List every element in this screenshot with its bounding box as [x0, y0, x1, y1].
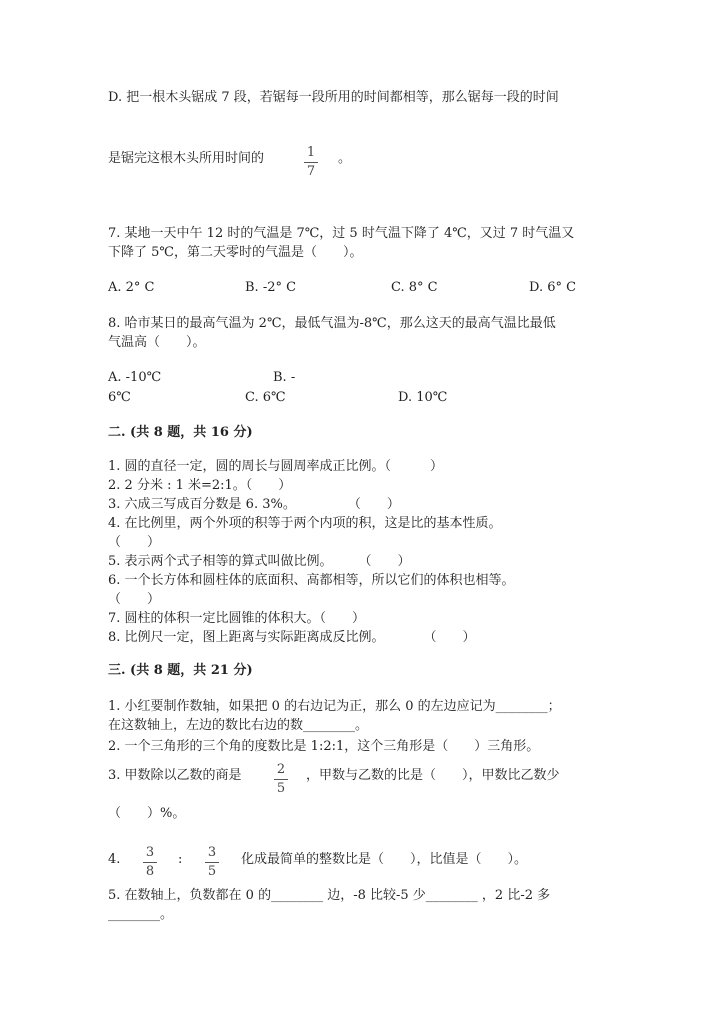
q7-option-a[interactable]: A. 2° C — [108, 280, 155, 295]
q7-line-2: 下降了 5℃，第二天零时的气温是（ ）。 — [108, 245, 363, 260]
part2-item-2: 2. 2 分米 : 1 米=2:1。（ ） — [108, 478, 292, 493]
option-d-fraction — [304, 146, 318, 179]
q8-option-b-end[interactable]: 6℃ — [108, 390, 131, 405]
fraction-bar — [205, 862, 219, 863]
q7-option-c[interactable]: C. 8° C — [391, 280, 438, 295]
fraction-bar — [304, 162, 318, 163]
fraction-denominator: 8 — [145, 864, 155, 879]
part3-q3-line-2: （ ）%。 — [108, 806, 186, 821]
fraction-numerator: 2 — [276, 762, 286, 777]
part2-item-5: 5. 表示两个式子相等的算式叫做比例。 （ ） — [108, 554, 411, 569]
part3-q1-line-2: 在这数轴上，左边的数比右边的数________。 — [108, 718, 369, 733]
part2-item-1: 1. 圆的直径一定，圆的周长与圆周率成正比例。（ ） — [108, 459, 444, 474]
part3-q5-line-1: 5. 在数轴上，负数都在 0 的________ 边，-8 比较-5 少________ ，2 比-2 多 — [108, 888, 551, 903]
part2-item-4: 4. 在比例里，两个外项的积等于两个内项的积，这是比的基本性质。 — [108, 516, 502, 531]
part3-q4-text: 化成最简单的整数比是（ ），比值是（ ）。 — [241, 852, 528, 867]
part3-q3-suffix: ，甲数与乙数的比是（ ），甲数比乙数少 — [306, 768, 560, 783]
fraction-numerator: 3 — [145, 845, 155, 860]
q7-line-1: 7. 某地一天中午 12 时的气温是 7℃，过 5 时气温下降了 4℃，又过 7 时气温又 — [108, 226, 575, 241]
part2-item-3: 3. 六成三写成百分数是 6. 3%。 （ ） — [108, 497, 400, 512]
part3-q2: 2. 一个三角形的三个角的度数比是 1:2:1，这个三角形是（ ）三角形。 — [108, 739, 540, 754]
part3-q1-line-1: 1. 小红要制作数轴，如果把 0 的右边记为正，那么 0 的左边应记为________； — [108, 699, 561, 714]
part3-q4-label: 4. — [108, 852, 121, 867]
fraction-denominator: 7 — [306, 164, 316, 179]
part3-q3-fraction — [274, 763, 288, 796]
part2-item-8: 8. 比例尺一定，图上距离与实际距离成反比例。 （ ） — [108, 630, 476, 645]
section-2-heading: 二. (共 8 题，共 16 分) — [108, 425, 253, 440]
option-d-line-2 — [108, 150, 264, 168]
fraction-denominator: 5 — [207, 864, 217, 879]
q8-line-1: 8. 哈市某日的最高气温为 2℃，最低气温为-8℃，那么这天的最高气温比最低 — [108, 316, 556, 331]
part2-item-6-blank: （ ） — [108, 592, 161, 607]
part3-q5-line-2: ________。 — [108, 907, 174, 922]
section-3-heading: 三. (共 8 题，共 21 分) — [108, 663, 253, 678]
option-d-prefix: 是锯完这根木头所用时间的 — [108, 151, 265, 166]
q7-option-b[interactable]: B. -2° C — [245, 280, 297, 295]
part3-q3-prefix: 3. 甲数除以乙数的商是 — [108, 768, 242, 783]
part2-item-4-blank: （ ） — [108, 535, 161, 550]
fraction-numerator: 1 — [306, 145, 316, 160]
part2-item-7: 7. 圆柱的体积一定比圆锥的体积大。（ ） — [108, 611, 366, 626]
q8-option-d[interactable]: D. 10℃ — [398, 390, 448, 405]
part2-item-6: 6. 一个长方体和圆柱体的底面积、高都相等，所以它们的体积也相等。 — [108, 573, 515, 588]
q8-option-c[interactable]: C. 6℃ — [245, 390, 286, 405]
option-d-suffix: 。 — [338, 151, 352, 166]
part3-q4-colon: : — [178, 852, 183, 867]
fraction-bar — [274, 779, 288, 780]
part3-q4-fraction-2 — [205, 846, 219, 879]
q8-line-2: 气温高（ ）。 — [108, 335, 206, 350]
q8-option-a[interactable]: A. -10℃ — [108, 370, 162, 385]
q7-option-d[interactable]: D. 6° C — [529, 280, 577, 295]
fraction-denominator: 5 — [276, 781, 286, 796]
fraction-bar — [143, 862, 157, 863]
part3-q4-fraction-1 — [143, 846, 157, 879]
q8-option-b-start[interactable]: B. - — [273, 370, 296, 385]
option-d-line-1: D. 把一根木头锯成 7 段，若锯每一段所用的时间都相等，那么锯每一段的时间 — [108, 90, 559, 105]
fraction-numerator: 3 — [207, 845, 217, 860]
